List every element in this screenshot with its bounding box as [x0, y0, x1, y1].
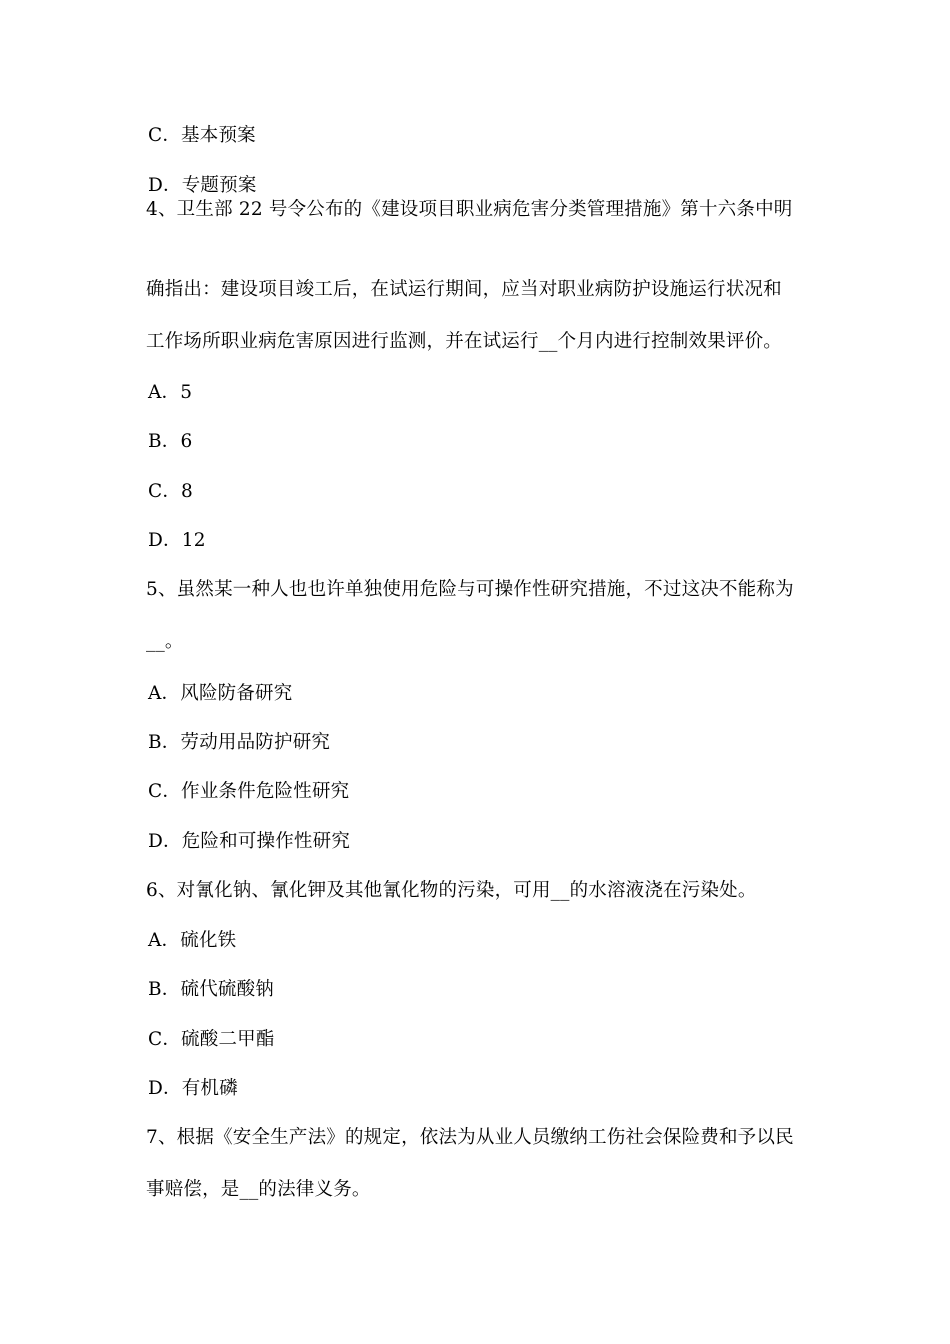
q5-option-a: A．风险防备研究 — [148, 683, 293, 704]
q6-option-b: B．硫代硫酸钠 — [148, 979, 274, 1000]
q4-option-b: B．6 — [148, 431, 193, 452]
question-4-line-2: 确指出：建设项目竣工后，在试运行期间，应当对职业病防护设施运行状况和 — [146, 279, 782, 300]
q5-option-b: B．劳动用品防护研究 — [148, 732, 331, 753]
question-7-line-2: 事赔偿，是__的法律义务。 — [146, 1179, 371, 1200]
q3-option-d: D．专题预案 — [148, 175, 257, 196]
q6-option-c: C．硫酸二甲酯 — [148, 1029, 275, 1050]
q5-option-d: D．危险和可操作性研究 — [148, 831, 351, 852]
q3-option-c: C．基本预案 — [148, 125, 256, 146]
question-6-line-1: 6、对氰化钠、氰化钾及其他氰化物的污染，可用__的水溶液浇在污染处。 — [146, 880, 757, 901]
q5-option-c: C．作业条件危险性研究 — [148, 781, 350, 802]
question-5-line-1: 5、虽然某一种人也也许单独使用危险与可操作性研究措施，不过这决不能称为 — [146, 579, 794, 600]
q6-option-d: D．有机磷 — [148, 1078, 238, 1099]
question-7-line-1: 7、根据《安全生产法》的规定，依法为从业人员缴纳工伤社会保险费和予以民 — [146, 1127, 794, 1148]
q6-option-a: A．硫化铁 — [148, 930, 237, 951]
q4-option-c: C．8 — [148, 481, 194, 502]
question-4-line-3: 工作场所职业病危害原因进行监测，并在试运行__个月内进行控制效果评价。 — [146, 331, 783, 352]
question-4-line-1: 4、卫生部 22 号令公布的《建设项目职业病危害分类管理措施》第十六条中明 — [146, 199, 793, 220]
q4-option-a: A．5 — [148, 382, 193, 403]
question-5-line-2: __。 — [146, 631, 184, 652]
q4-option-d: D．12 — [148, 530, 206, 551]
